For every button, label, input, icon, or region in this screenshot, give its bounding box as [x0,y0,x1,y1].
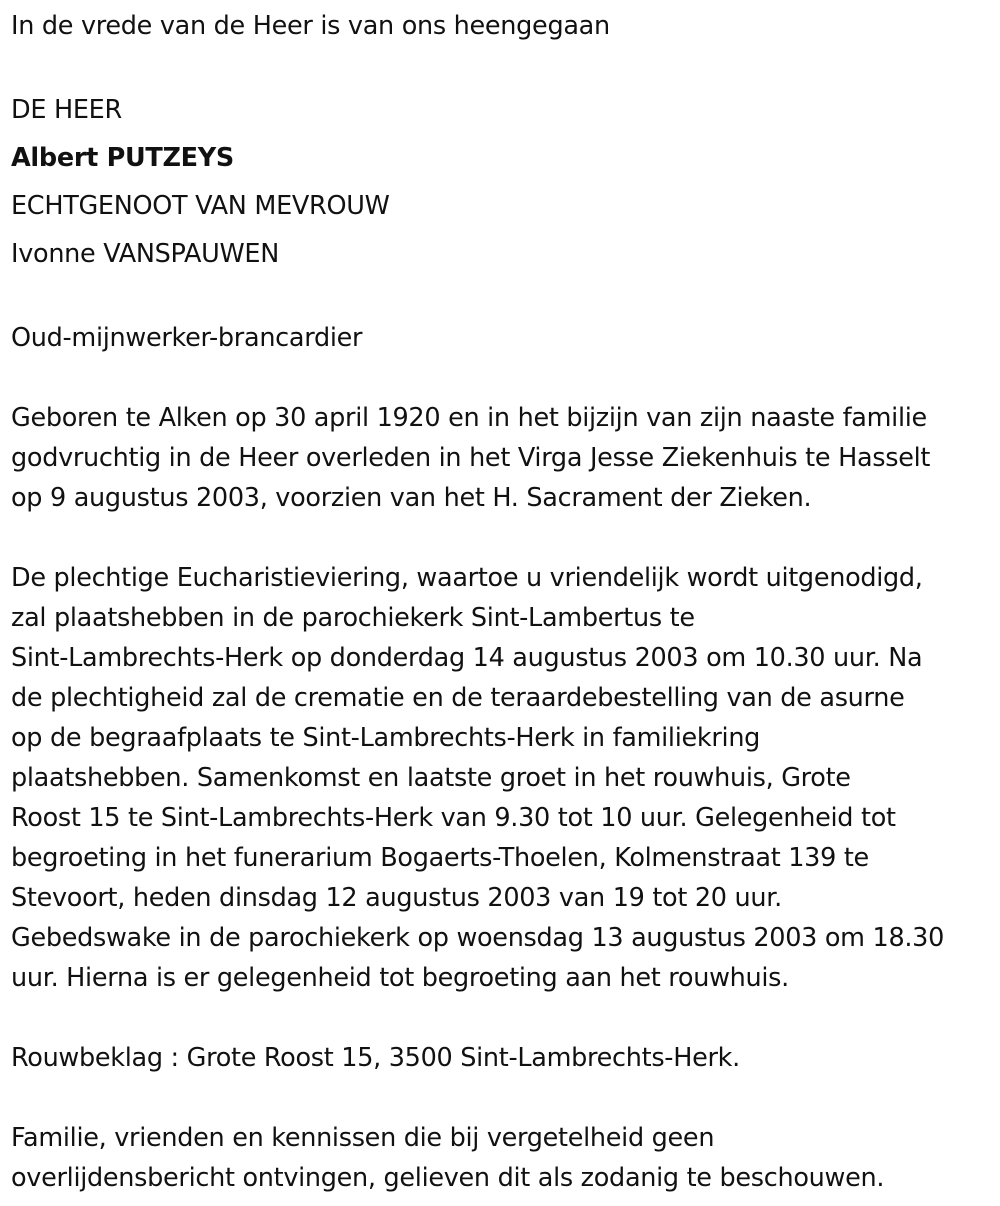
paragraph-line: uur. Hierna is er gelegenheid tot begroeting aan het rouwhuis. [11,963,789,993]
title-prefix: DE HEER [11,95,122,125]
paragraph-line: godvruchtig in de Heer overleden in het Virga Jesse Ziekenhuis te Hasselt [11,443,931,473]
birth-death-paragraph [11,398,993,518]
paragraph-line: Roost 15 te Sint-Lambrechts-Herk van 9.30 tot 10 uur. Gelegenheid tot [11,803,896,833]
spacer [11,46,993,86]
spouse-name: Ivonne VANSPAUWEN [11,239,280,269]
paragraph-line: De plechtige Eucharistieviering, waartoe u vriendelijk wordt uitgenodigd, [11,563,923,593]
closing-paragraph [11,1118,993,1198]
paragraph-line: Gebedswake in de parochiekerk op woensdag 13 augustus 2003 om 18.30 [11,923,945,953]
paragraph-line: zal plaatshebben in de parochiekerk Sint-Lambertus te [11,603,695,633]
occupation: Oud-mijnwerker-brancardier [11,323,363,353]
paragraph-line: op 9 augustus 2003, voorzien van het H. Sacrament der Zieken. [11,483,812,513]
paragraph-line: de plechtigheid zal de crematie en de teraardebestelling van de asurne [11,683,905,713]
paragraph-line: op de begraafplaats te Sint-Lambrechts-Herk in familiekring [11,723,761,753]
paragraph-line: Geboren te Alken op 30 april 1920 en in het bijzijn van zijn naaste familie [11,403,927,433]
spacer [11,998,993,1038]
intro-text: In de vrede van de Heer is van ons heengegaan [11,11,610,41]
spacer [11,518,993,558]
spacer [11,1078,993,1118]
spacer [11,358,993,398]
ceremony-paragraph [11,558,993,998]
death-notice [11,6,993,1198]
paragraph-line: overlijdensbericht ontvingen, gelieven dit als zodanig te beschouwen. [11,1163,885,1193]
spouse-prefix: ECHTGENOOT VAN MEVROUW [11,191,390,221]
paragraph-line: Stevoort, heden dinsdag 12 augustus 2003 van 19 tot 20 uur. [11,883,782,913]
paragraph-line: Familie, vrienden en kennissen die bij vergetelheid geen [11,1123,715,1153]
paragraph-line: plaatshebben. Samenkomst en laatste groet in het rouwhuis, Grote [11,763,851,793]
condolences-address: Rouwbeklag : Grote Roost 15, 3500 Sint-Lambrechts-Herk. [11,1043,740,1073]
paragraph-line: begroeting in het funerarium Bogaerts-Thoelen, Kolmenstraat 139 te [11,843,869,873]
deceased-name: Albert PUTZEYS [11,143,234,173]
paragraph-line: Sint-Lambrechts-Herk op donderdag 14 augustus 2003 om 10.30 uur. Na [11,643,923,673]
spacer [11,278,993,318]
